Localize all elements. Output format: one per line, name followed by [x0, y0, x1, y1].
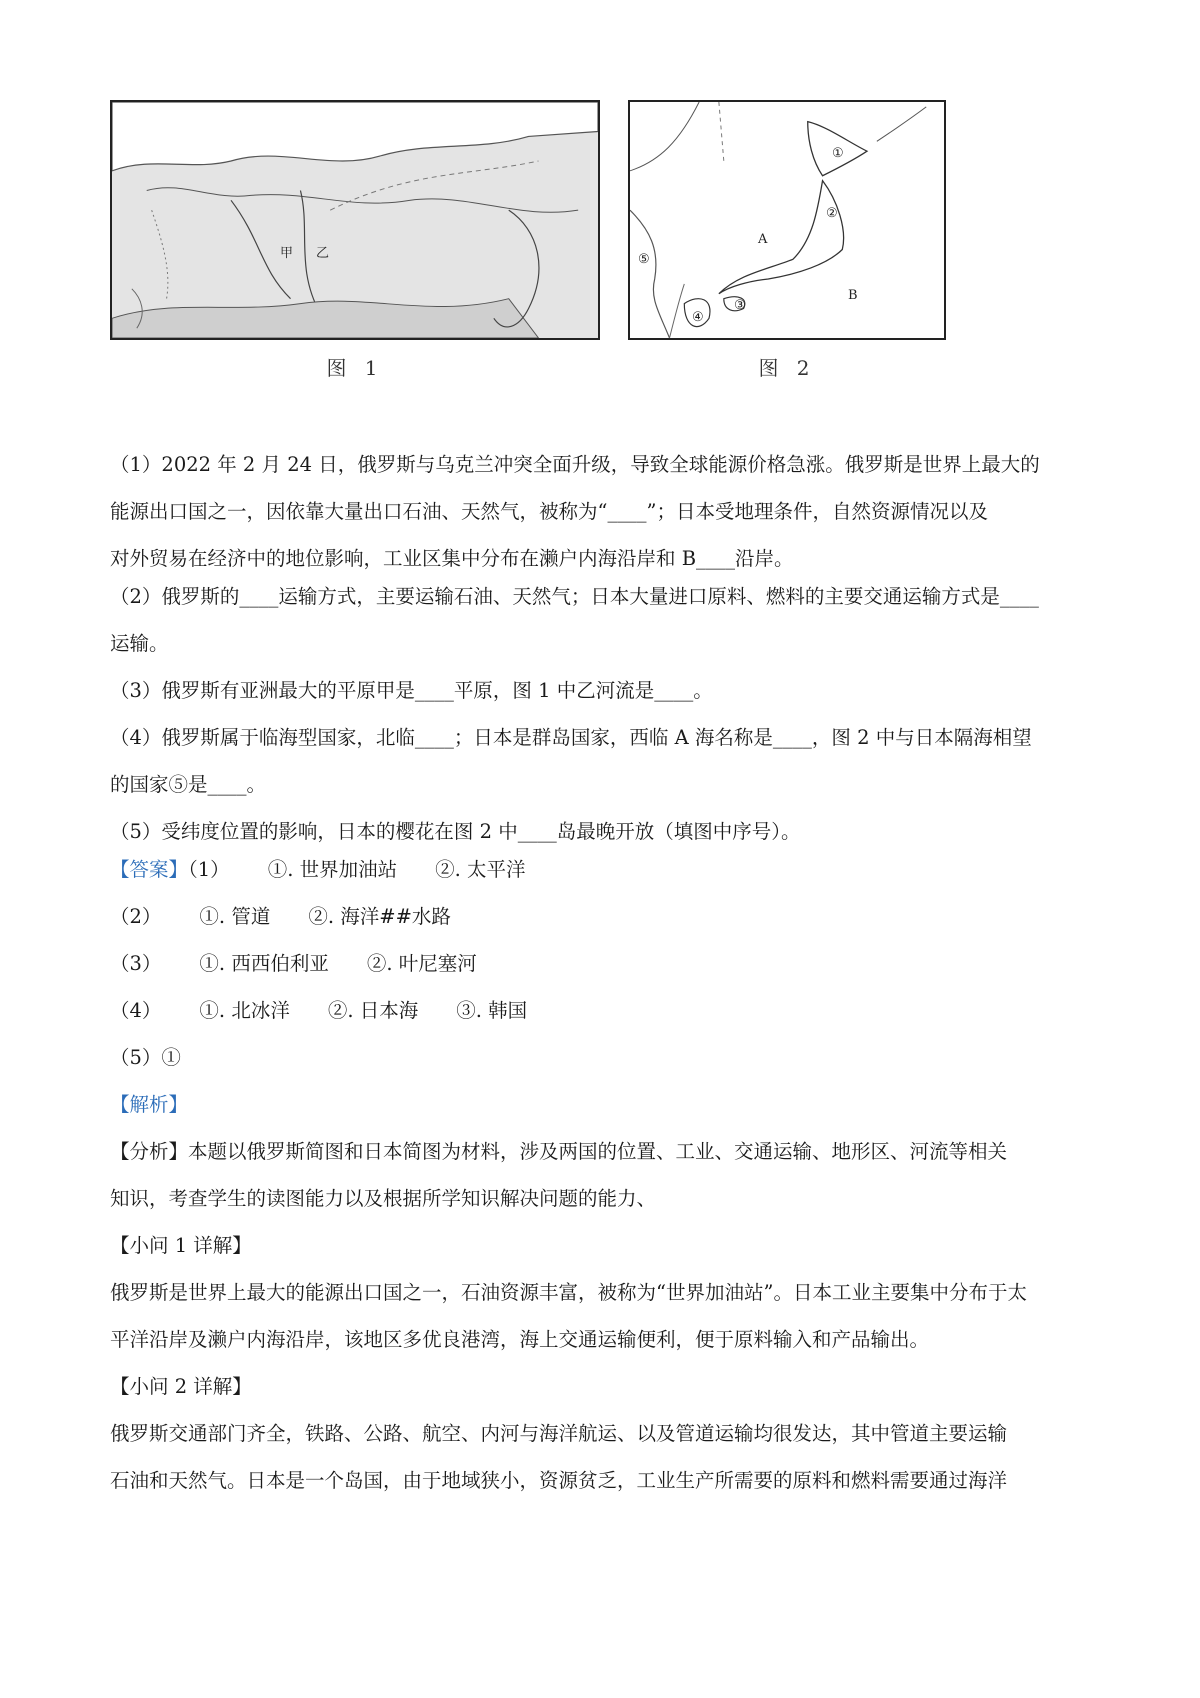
- question-2-line-2: 运输。: [110, 632, 169, 655]
- question-1-line-2: 能源出口国之一，因依靠大量出口石油、天然气，被称为“____”；日本受地理条件，自然资源情况以及: [110, 500, 988, 523]
- answer-row-3: [110, 945, 1100, 983]
- answer-4-item-2: ②. 日本海: [327, 999, 419, 1022]
- label-island-3: ③: [734, 298, 746, 313]
- question-3-line-1: （3）俄罗斯有亚洲最大的平原甲是____平原，图 1 中乙河流是____。: [110, 679, 713, 702]
- question-1-line-1: （1）2022 年 2 月 24 日，俄罗斯与乌克兰冲突全面升级，导致全球能源价格急涨。俄罗斯是世界上最大的: [110, 453, 1040, 476]
- label-ocean-b: B: [848, 288, 858, 303]
- answer-row-2: [110, 898, 1100, 936]
- analysis-fenxi-line-1: 【分析】本题以俄罗斯简图和日本简图为材料，涉及两国的位置、工业、交通运输、地形区、河流等相关: [110, 1140, 1008, 1163]
- figure-1-caption: 图 1: [326, 356, 384, 380]
- question-4-line-2: 的国家⑤是____。: [110, 773, 267, 796]
- answer-4-num: （4）: [110, 999, 162, 1022]
- label-island-1: ①: [832, 146, 844, 161]
- sub-question-1-title: 【小问 1 详解】: [110, 1234, 252, 1257]
- sub-question-2-line-1: 俄罗斯交通部门齐全，铁路、公路、航空、内河与海洋航运、以及管道运输均很发达，其中管道主要运输: [110, 1422, 1008, 1445]
- answer-1-item-2: ②. 太平洋: [435, 858, 526, 881]
- label-country-5: ⑤: [638, 252, 650, 267]
- answer-3-num: （3）: [110, 952, 162, 975]
- question-block: [110, 446, 1100, 1500]
- russia-map-drawing: [112, 102, 598, 338]
- analysis-fenxi-line-2: 知识，考查学生的读图能力以及根据所学知识解决问题的能力、: [110, 1187, 657, 1210]
- answer-2-item-1: ①. 管道: [199, 905, 271, 928]
- answer-2-num: （2）: [110, 905, 162, 928]
- answer-row-4: [110, 992, 1100, 1030]
- answer-row-5: （5）①: [110, 1046, 181, 1069]
- japan-map: [628, 100, 946, 340]
- sub-question-2-line-2: 石油和天然气。日本是一个岛国，由于地域狭小，资源贫乏，工业生产所需要的原料和燃料需要通过海洋: [110, 1469, 1008, 1492]
- label-jia: 甲: [280, 246, 294, 261]
- figure-1: [110, 100, 600, 388]
- answer-1-num: （1）: [188, 858, 230, 881]
- sub-question-1-line-1: 俄罗斯是世界上最大的能源出口国之一，石油资源丰富，被称为“世界加油站”。日本工业主要集中分布于太: [110, 1281, 1027, 1304]
- analysis-tag: 【解析】: [110, 1093, 189, 1116]
- label-yi: 乙: [316, 246, 330, 261]
- answer-tag: 【答案】: [110, 858, 189, 881]
- russia-map: [110, 100, 600, 340]
- answer-row-1: [110, 851, 1100, 889]
- answer-3-item-2: ②. 叶尼塞河: [366, 952, 477, 975]
- question-2-line-1: （2）俄罗斯的____运输方式，主要运输石油、天然气；日本大量进口原料、燃料的主要交通运输方式是____: [110, 585, 1039, 608]
- answer-2-item-2: ②. 海洋##水路: [308, 905, 451, 928]
- sub-question-2-title: 【小问 2 详解】: [110, 1375, 252, 1398]
- question-5-line-1: （5）受纬度位置的影响，日本的樱花在图 2 中____岛最晚开放（填图中序号）。: [110, 820, 801, 843]
- japan-map-drawing: [630, 102, 944, 338]
- answer-1-item-1: ①. 世界加油站: [267, 858, 398, 881]
- sub-question-1-line-2: 平洋沿岸及濑户内海沿岸，该地区多优良港湾，海上交通运输便利，便于原料输入和产品输出。: [110, 1328, 930, 1351]
- question-4-line-1: （4）俄罗斯属于临海型国家，北临____；日本是群岛国家，西临 A 海名称是____，图 2 中与日本隔海相望: [110, 726, 1032, 749]
- figure-2: [628, 100, 946, 388]
- answer-4-item-1: ①. 北冰洋: [199, 999, 290, 1022]
- label-island-2: ②: [826, 206, 838, 221]
- answer-3-item-1: ①. 西西伯利亚: [199, 952, 329, 975]
- figure-2-caption: 图 2: [758, 356, 816, 380]
- label-island-4: ④: [692, 310, 704, 325]
- label-sea-a: A: [758, 232, 768, 247]
- question-1-line-3: 对外贸易在经济中的地位影响，工业区集中分布在濑户内海沿岸和 B____沿岸。: [110, 547, 794, 570]
- answer-4-item-3: ③. 韩国: [456, 999, 528, 1022]
